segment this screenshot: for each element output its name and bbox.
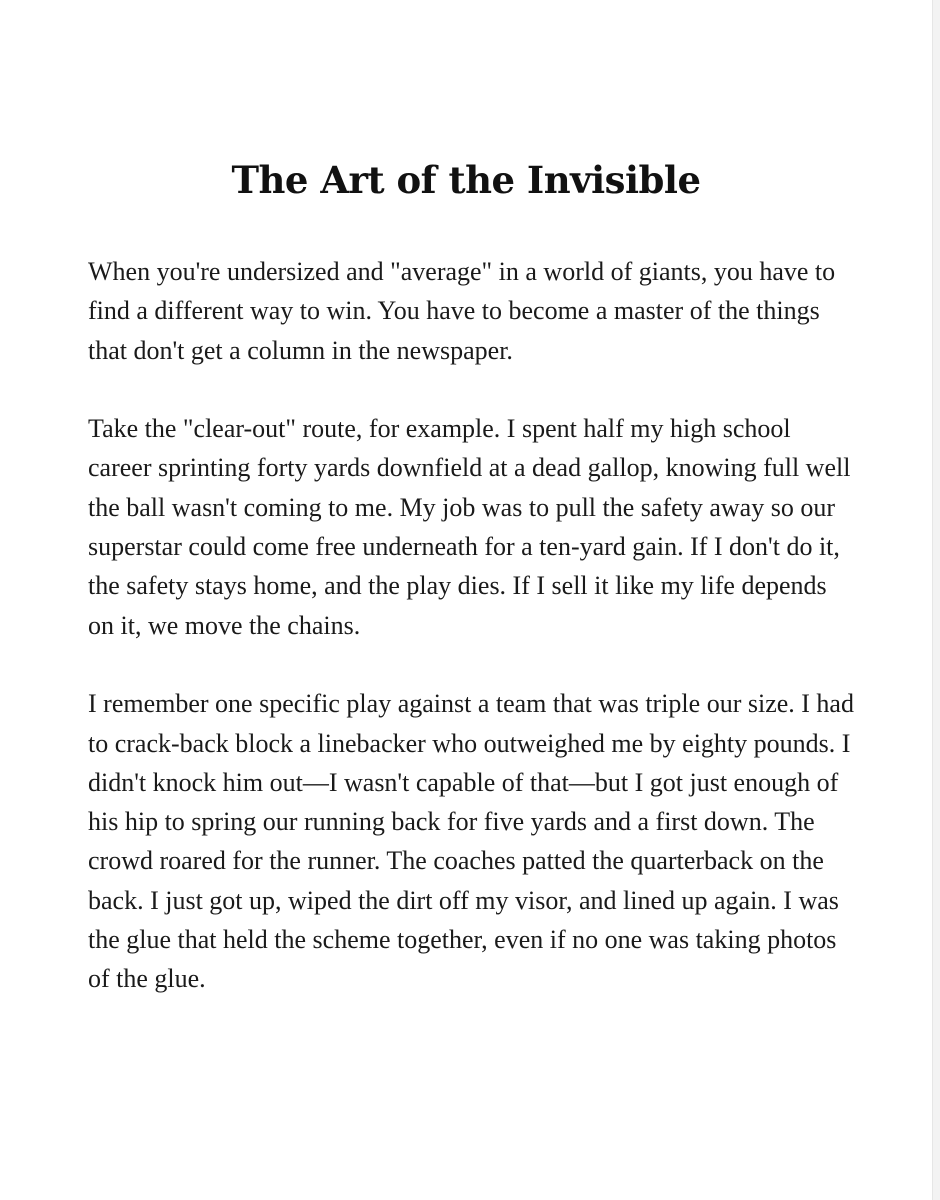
document-body bbox=[88, 252, 858, 1038]
paragraph-2: Take the "clear-out" route, for example. I spent half my high school career sprinting forty yards downfield at a dead gallop, knowing full well the ball wasn't coming to me. My job was to pull the safety away so our superstar could come free underneath for a ten-yard gain. If I don't do it, the safety stays home, and the play dies. If I sell it like my life depends on it, we move the chains. bbox=[88, 414, 851, 640]
paragraph-3: I remember one specific play against a team that was triple our size. I had to crack-back block a linebacker who outweighed me by eighty pounds. I didn't knock him out—I wasn't capable of that—but I got just enough of his hip to spring our running back for five yards and a first down. The crowd roared for the runner. The coaches patted the quarterback on the back. I just got up, wiped the dirt off my visor, and lined up again. I was the glue that held the scheme together, even if no one was taking photos of the glue. bbox=[88, 689, 854, 994]
page-title: The Art of the Invisible bbox=[231, 158, 701, 202]
paragraph-1: When you're undersized and "average" in a world of giants, you have to find a different way to win. You have to become a master of the things that don't get a column in the newspaper. bbox=[88, 257, 836, 365]
page-edge bbox=[932, 0, 940, 1200]
